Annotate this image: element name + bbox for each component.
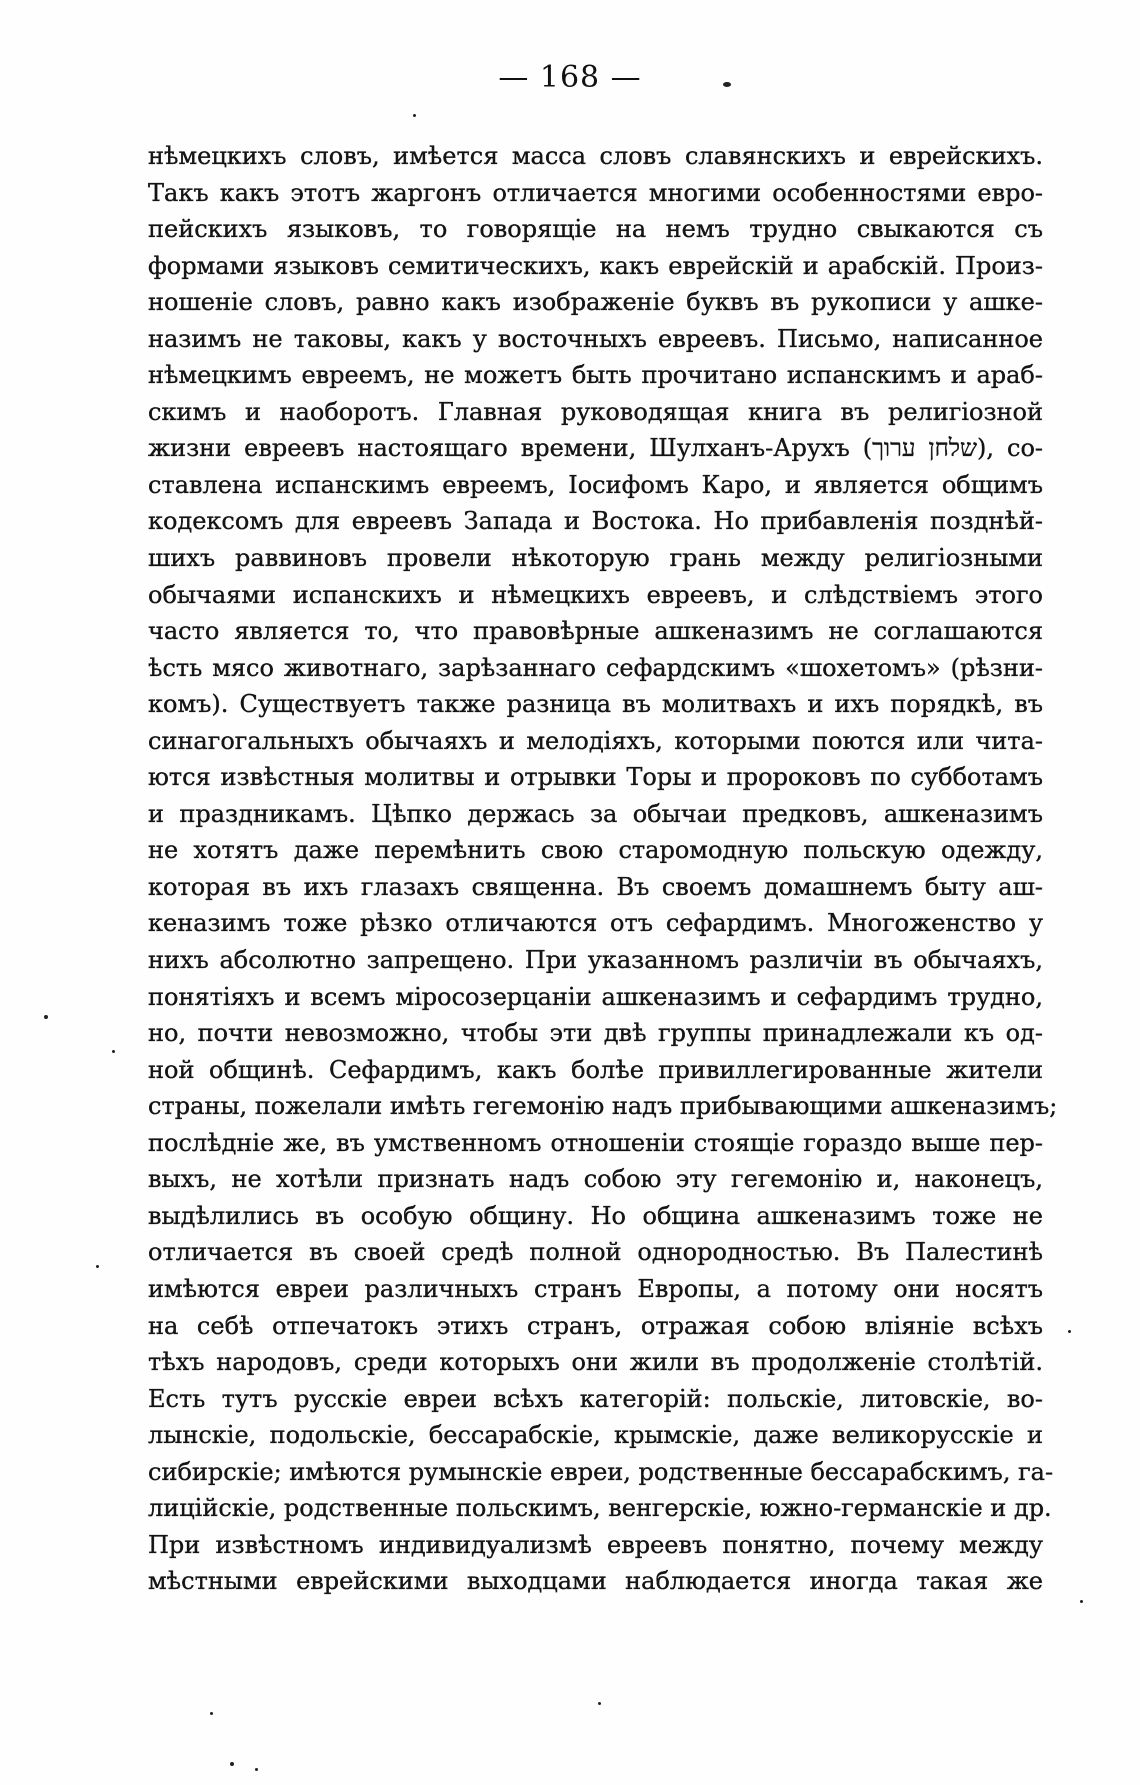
text-line: обычаями испанскихъ и нѣмецкихъ евреевъ, и слѣдствіемъ этого [148, 580, 1043, 609]
text-line: Есть тутъ русскіе евреи всѣхъ категорій: польскіе, литовскіе, во- [148, 1384, 1043, 1413]
text-line: не хотятъ даже перемѣнить свою старомодную польскую одежду, [148, 836, 1043, 865]
text-line: кеназимъ тоже рѣзко отличаются отъ сефардимъ. Многоженство у [148, 909, 1043, 938]
text-line: выдѣлились въ особую общину. Но община ашкеназимъ тоже не [148, 1201, 1043, 1230]
text-line: назимъ не таковы, какъ у восточныхъ евреевъ. Письмо, написанное [148, 324, 1043, 353]
text-line: тѣхъ народовъ, среди которыхъ они жили въ продолженіе столѣтій. [148, 1348, 1043, 1377]
text-line: При извѣстномъ индивидуализмѣ евреевъ понятно, почему между [148, 1530, 1043, 1559]
text-line: часто является то, что правовѣрные ашкеназимъ не соглашаются [148, 617, 1043, 646]
text-line: ной общинѣ. Сефардимъ, какъ болѣе привиллегированные жители [148, 1055, 1043, 1084]
scan-speck [598, 1702, 601, 1705]
text-line: понятіяхъ и всемъ міросозерцаніи ашкеназимъ и сефардимъ трудно, [148, 982, 1043, 1011]
text-line: ношеніе словъ, равно какъ изображеніе буквъ въ рукописи у ашке- [148, 288, 1043, 317]
text-line: сибирскіе; имѣются румынскіе евреи, родственные бессарабскимъ, га- [148, 1457, 1054, 1486]
text-line: комъ). Существуетъ также разница въ молитвахъ и ихъ порядкѣ, въ [148, 690, 1043, 719]
scan-speck [723, 82, 731, 87]
scan-speck [112, 1050, 115, 1053]
text-line: послѣдніе же, въ умственномъ отношеніи стоящіе гораздо выше пер- [148, 1128, 1043, 1157]
text-line: выхъ, не хотѣли признать надъ собою эту гегемонію и, наконецъ, [148, 1165, 1043, 1194]
page-number: — 168 — [498, 60, 642, 95]
text-line: кодексомъ для евреевъ Запада и Востока. Но прибавленія позднѣй- [148, 507, 1043, 536]
text-line: пейскихъ языковъ, то говорящіе на немъ трудно свыкаются съ [148, 215, 1043, 244]
text-line: нихъ абсолютно запрещено. При указанномъ различіи въ обычаяхъ, [148, 946, 1043, 975]
body-text [148, 138, 1058, 1600]
scan-speck [1068, 1330, 1071, 1333]
text-line: ставлена испанскимъ евреемъ, Іосифомъ Каро, и является общимъ [148, 470, 1043, 499]
text-line: скимъ и наоборотъ. Главная руководящая книга въ религіозной [148, 397, 1043, 426]
scan-speck [230, 1762, 234, 1766]
text-line: Такъ какъ этотъ жаргонъ отличается многими особенностями евро- [148, 178, 1043, 207]
text-line: ѣсть мясо животнаго, зарѣзаннаго сефардскимъ «шохетомъ» (рѣзни- [148, 653, 1043, 682]
text-line: которая въ ихъ глазахъ священна. Въ своемъ домашнемъ быту аш- [148, 872, 1043, 901]
text-line: синагогальныхъ обычаяхъ и мелодіяхъ, которыми поются или чита- [148, 726, 1043, 755]
text-line: нѣмецкихъ словъ, имѣется масса словъ славянскихъ и еврейскихъ. [148, 142, 1043, 170]
scan-speck [44, 1015, 48, 1019]
text-line: мѣстными еврейскими выходцами наблюдается иногда такая же [148, 1567, 1043, 1596]
scan-speck [255, 1768, 258, 1771]
text-line: на себѣ отпечатокъ этихъ странъ, отражая собою вліяніе всѣхъ [148, 1311, 1043, 1340]
text-line: отличается въ своей средѣ полной однородностью. Въ Палестинѣ [148, 1238, 1043, 1267]
scan-speck [96, 1265, 99, 1268]
scan-speck [210, 1712, 213, 1715]
text-line: ются извѣстныя молитвы и отрывки Торы и пророковъ по субботамъ [148, 763, 1043, 792]
text-line: жизни евреевъ настоящаго времени, Шулханъ-Арухъ (שלחן ערוך), со- [148, 434, 1044, 463]
text-line: нѣмецкимъ евреемъ, не можетъ быть прочитано испанскимъ и араб- [148, 361, 1043, 390]
text-line: но, почти невозможно, чтобы эти двѣ группы принадлежали къ од- [148, 1019, 1043, 1048]
text-line: и праздникамъ. Цѣпко держась за обычаи предковъ, ашкеназимъ [148, 799, 1043, 828]
text-line: формами языковъ семитическихъ, какъ еврейскій и арабскій. Произ- [148, 251, 1043, 280]
scan-speck [413, 114, 416, 117]
text-line: лиційскіе, родственные польскимъ, венгерскіе, южно-германскіе и др. [148, 1494, 1052, 1523]
text-line: страны, пожелали имѣть гегемонію надъ прибывающими ашкеназимъ; [148, 1092, 1058, 1121]
text-line: лынскіе, подольскіе, бессарабскіе, крымскіе, даже великорусскіе и [148, 1421, 1043, 1450]
text-line: имѣются евреи различныхъ странъ Европы, а потому они носятъ [148, 1274, 1043, 1303]
text-line: шихъ раввиновъ провели нѣкоторую грань между религіозными [148, 544, 1043, 573]
scan-speck [1080, 1600, 1083, 1603]
